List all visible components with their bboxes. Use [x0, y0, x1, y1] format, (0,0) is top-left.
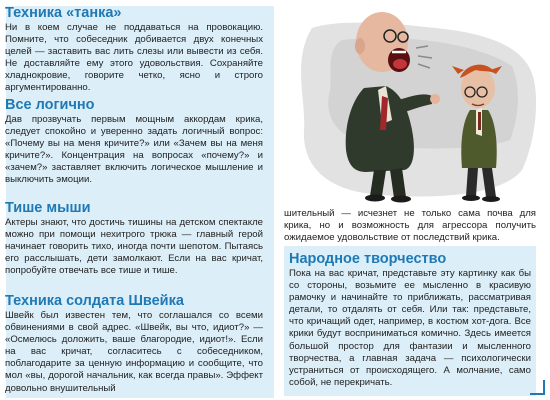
section-folk — [284, 246, 536, 396]
section-title: Народное творчество — [289, 251, 447, 267]
section-body: Дав прозвучать первым мощным аккордам крика, следует спокойно и уверенно задать логичный вопрос: «Почему вы на меня кричите?» или «Зачем вы на меня кричите?». Концентрация на вопросах «почему?» и «зачем?» заставляет включить логическое мышление и выключить эмоции. — [5, 114, 263, 186]
section-tank — [5, 5, 263, 95]
section-body: Пока на вас кричат, представьте эту картинку как бы со стороны, возьмите ее мысленно в красивую рамочку и начинайте то приближать, рассматривая детали, то отдалять от себя. Или так: представьте, что кричащий одет, например, в костюм хот-дога. Все крики будут восприниматься комично. Здесь имеется большой простор для фантазии и мысленного творчества, а главная задача — психологически устраниться от происходящего. А молчание, само собой, не перекричать. — [289, 268, 531, 388]
section-title: Техника «танка» — [5, 5, 122, 21]
section-body: Швейк был известен тем, что соглашался со всеми обвинениями в свой адрес. «Швейк, вы что, идиот?» — «Осмелюсь доложить, ваше благородие, идиот!». Если на вас кричат, согласитесь с собеседником, поблагодарите за ценную информацию и сообщите, что мол «вы, дорогой начальник, как всегда правы». Эффект довольно внушительный — [5, 310, 263, 394]
section-body: Ни в коем случае не поддаваться на провокацию. Помните, что собеседник добивается двух конечных целей — заставить вас лить слезы или вывести из себя. Не доставляйте ему этого удовольствия. Сохраняйте хладнокровие, говорите четко, ясно и строго аргументированно. — [5, 22, 263, 94]
section-mouse — [5, 200, 263, 277]
section-title: Все логично — [5, 97, 95, 113]
continuation-text: шительный — исчезнет не только сама почва для крика, но и возможность для агрессора получить ожидаемое удовольствие от последствий крика. — [284, 208, 536, 244]
right-column — [282, 0, 544, 400]
shouting-boss-illustration — [282, 0, 544, 210]
section-title: Техника солдата Швейка — [5, 293, 184, 309]
section-schweik — [5, 293, 263, 395]
section-body: Актеры знают, что достичь тишины на детском спектакле можно при помощи нехитрого трюка — главный герой начинает говорить тихо, иногда почти шепотом. Пытаясь его расслышать, дети замолкают. Если на вас кричат, попробуйте отвечать все тише и тише. — [5, 217, 263, 277]
section-title: Тише мыши — [5, 200, 91, 216]
page-corner-mark — [528, 378, 546, 396]
section-logic — [5, 97, 263, 187]
